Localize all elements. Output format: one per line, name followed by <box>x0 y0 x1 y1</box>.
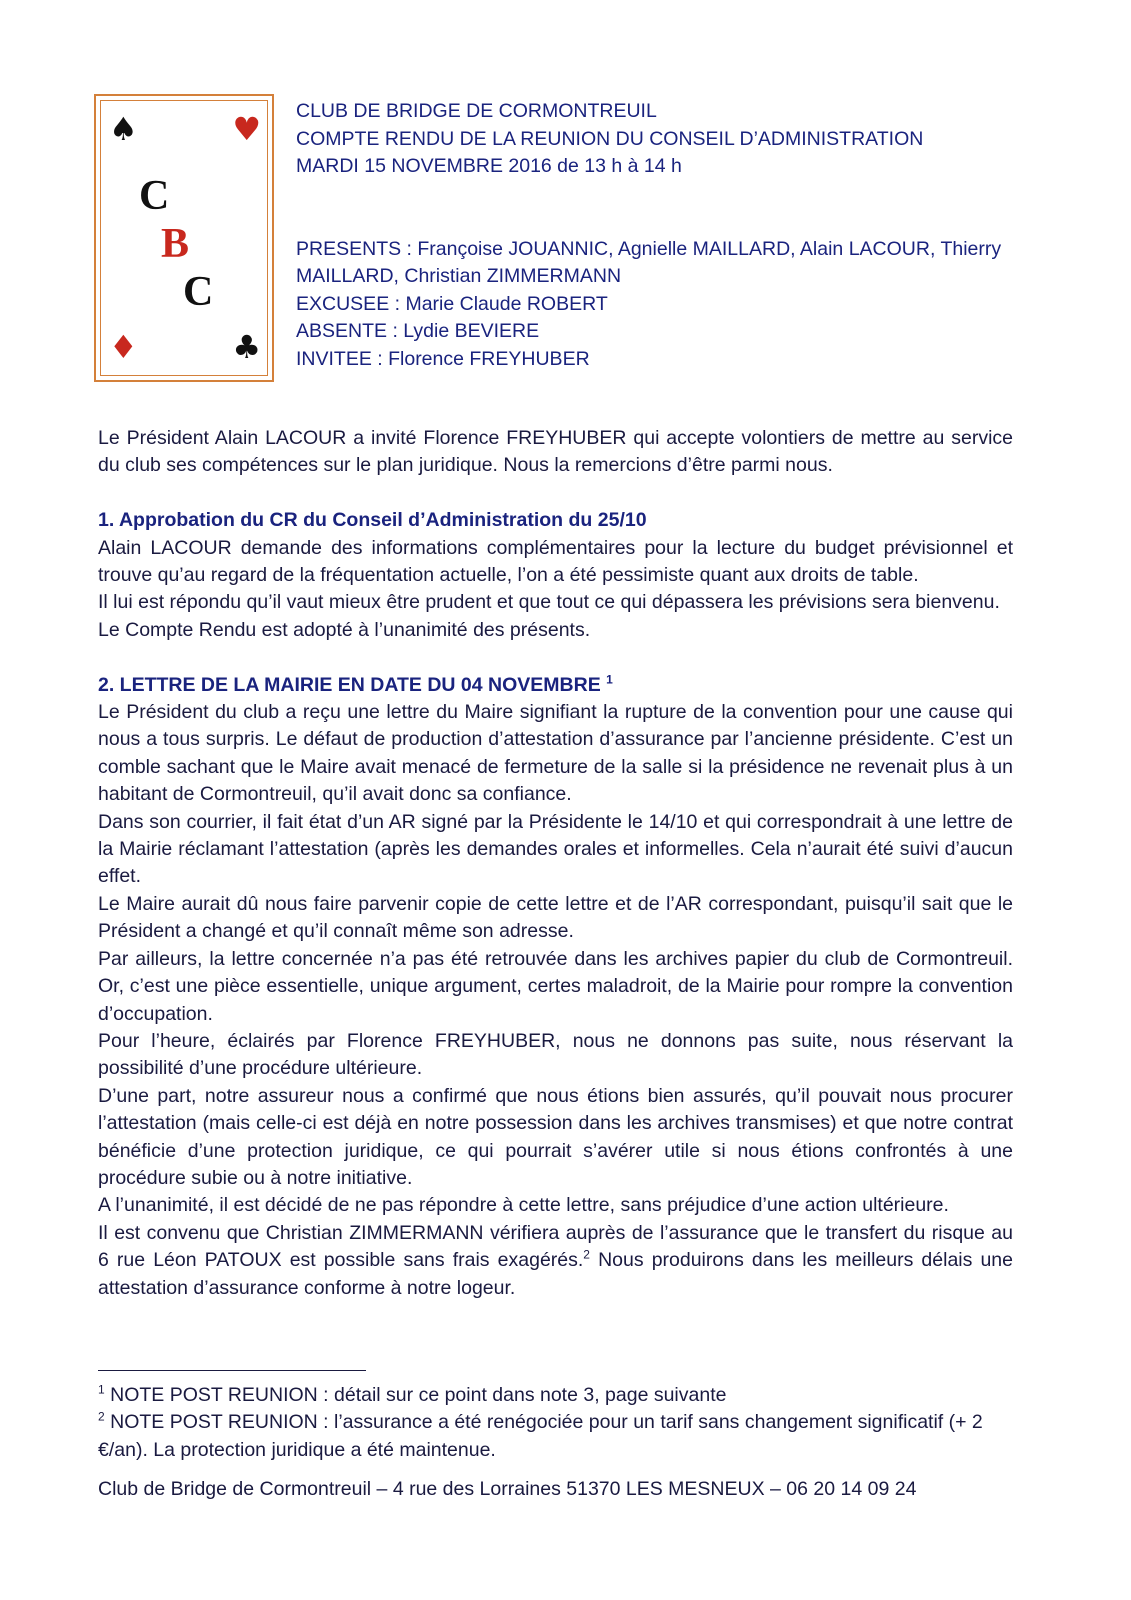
section-2-p8-start: Il est convenu que Christian ZIMMERMANN vérifiera auprès de l’assurance que le transfert du risque au 6 rue Léon PATOUX est possible sans frais exagérés. <box>98 1221 1013 1272</box>
heart-icon: ♥ <box>232 110 261 148</box>
footnote-ref-1: 1 <box>606 672 613 687</box>
diamond-icon: ♦ <box>109 328 138 366</box>
section-2-paragraph: Pour l’heure, éclairés par Florence FREYHUBER, nous ne donnons pas suite, nous réservant la possibilité d’une procédure ultérieure. <box>98 1029 1013 1080</box>
club-name: CLUB DE BRIDGE DE CORMONTREUIL <box>296 100 657 122</box>
attendees-present: PRESENTS : Françoise JOUANNIC, Agnielle MAILLARD, Alain LACOUR, Thierry MAILLARD, Christian ZIMMERMANN <box>296 237 1002 287</box>
footnote-text: NOTE POST REUNION : l’assurance a été renégociée pour un tarif sans changement significatif (+ 2 €/an). La protection juridique a été maintenue. <box>98 1411 983 1461</box>
footnote-1 <box>98 1382 1013 1409</box>
section-2-paragraph: Par ailleurs, la lettre concernée n’a pas été retrouvée dans les archives papier du club de Cormontreuil. Or, c’est une pièce essentielle, unique argument, certes maladroit, de la Mairie pour rompre la convention d’occupation. <box>98 947 1013 1025</box>
section-1-heading: 1. Approbation du CR du Conseil d’Administration du 25/10 <box>98 509 647 532</box>
section-1-paragraph: Alain LACOUR demande des informations complémentaires pour la lecture du budget prévisionnel et trouve qu’au regard de la fréquentation actuelle, l’on a été pessimiste quant aux droits de table. <box>98 536 1013 587</box>
footnote-2 <box>98 1409 1013 1464</box>
section-1-paragraph: Il lui est répondu qu’il vaut mieux être prudent et que tout ce qui dépassera les prévisions sera bienvenu. <box>98 591 1000 614</box>
footnote-ref-2: 2 <box>583 1247 590 1262</box>
logo-letter-c-top: C <box>139 173 170 219</box>
logo-letter-b: B <box>161 221 190 267</box>
footnotes <box>98 1382 1013 1464</box>
attendee-invited: INVITEE : Florence FREYHUBER <box>296 347 590 370</box>
club-logo-card <box>94 94 274 382</box>
club-icon: ♣ <box>232 328 261 366</box>
section-2-paragraph: D’une part, notre assureur nous a confirmé que nous étions bien assurés, qu’il pouvait nous procurer l’attestation (mais celle-ci est déjà en notre possession dans les archives transmises) et que notre contrat bénéficie d’une protection juridique, ce qui pourrait s’avérer utile si nous étions confrontés à une procédure subie ou à notre initiative. <box>98 1084 1013 1189</box>
section-2-paragraph: Dans son courrier, il fait état d’un AR signé par la Présidente le 14/10 et qui correspondrait à une lettre de la Mairie réclamant l’attestation (après les demandes orales et informelles. Cela n’aurait été suivi d’aucun effet. <box>98 810 1013 888</box>
section-2-paragraph: A l’unanimité, il est décidé de ne pas répondre à cette lettre, sans préjudice d’une action ultérieure. <box>98 1194 949 1217</box>
section-2-paragraph: Le Président du club a reçu une lettre du Maire signifiant la rupture de la convention pour une cause qui nous a tous surpris. Le défaut de production d’attestation d’assurance par l’ancienne présidente. C’est un comble sachant que le Maire avait menacé de fermeture de la salle si la présidence ne revenait plus à un habitant de Cormontreuil, qu’il avait donc sa confiance. <box>98 701 1013 806</box>
section-2-p8-end: Nous produirons dans les meilleurs délais une attestation d’assurance conforme à notre logeur. <box>98 1249 1013 1299</box>
attendee-absent: ABSENTE : Lydie BEVIERE <box>296 320 540 342</box>
logo-letter-c-bottom: C <box>183 269 214 315</box>
meeting-date: MARDI 15 NOVEMBRE 2016 de 13 h à 14 h <box>296 155 682 177</box>
page-footer-address: Club de Bridge de Cormontreuil – 4 rue des Lorraines 51370 LES MESNEUX – 06 20 14 09 24 <box>98 1478 917 1500</box>
section-2-heading-text: 2. LETTRE DE LA MAIRIE EN DATE DU 04 NOVEMBRE <box>98 673 601 696</box>
logo-inner-border <box>100 100 268 376</box>
document-header <box>296 98 1016 373</box>
attendee-excused: EXCUSEE : Marie Claude ROBERT <box>296 292 608 315</box>
document-body <box>98 425 1013 1302</box>
section-1-paragraph: Le Compte Rendu est adopté à l’unanimité des présents. <box>98 618 591 641</box>
section-2-paragraph: Le Maire aurait dû nous faire parvenir copie de cette lettre et de l’AR correspondant, puisqu’il sait que le Président a changé et qu’il connaît même son adresse. <box>98 892 1013 943</box>
section-2-heading <box>98 672 1013 699</box>
footnote-text: NOTE POST REUNION : détail sur ce point dans note 3, page suivante <box>104 1384 727 1406</box>
spade-icon: ♠ <box>109 110 138 148</box>
intro-paragraph: Le Président Alain LACOUR a invité Florence FREYHUBER qui accepte volontiers de mettre au service du club ses compétences sur le plan juridique. Nous la remercions d’être parmi nous. <box>98 427 1013 477</box>
section-2-paragraph <box>98 1220 1013 1302</box>
footnote-separator <box>98 1370 366 1371</box>
footnote-number: 2 <box>98 1409 105 1424</box>
document-title: COMPTE RENDU DE LA REUNION DU CONSEIL D’ADMINISTRATION <box>296 127 924 150</box>
footnote-number: 1 <box>98 1382 105 1397</box>
